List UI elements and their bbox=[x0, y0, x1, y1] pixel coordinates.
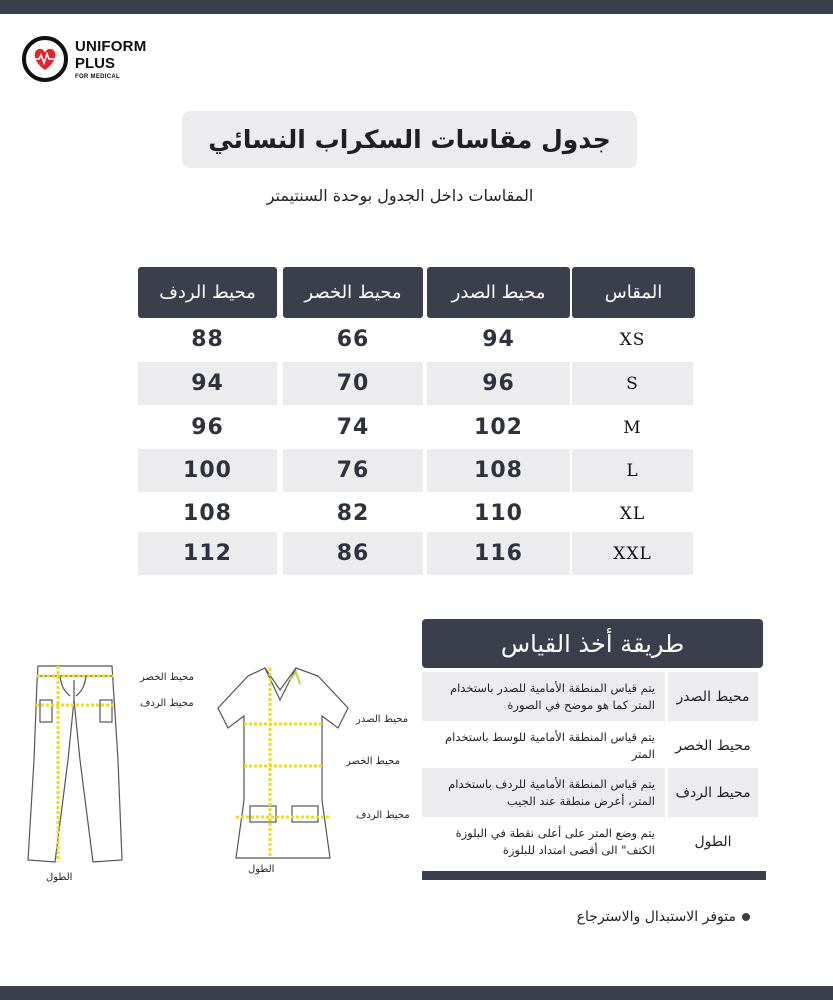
note-text: متوفر الاستبدال والاسترجاع bbox=[576, 909, 736, 925]
chest-cell: 94 bbox=[482, 327, 515, 352]
brand-name-line1: UNIFORM bbox=[75, 38, 147, 55]
chest-cell: 102 bbox=[474, 415, 523, 440]
waist-cell: 74 bbox=[336, 415, 370, 440]
waist-cell: 70 bbox=[283, 362, 423, 405]
brand-logo bbox=[22, 36, 162, 86]
page-title: جدول مقاسات السكراب النسائي bbox=[182, 111, 637, 168]
measure-desc: يتم قياس المنطقة الأمامية للوسط باستخدام المتر bbox=[445, 729, 655, 761]
scrub-top-drawing bbox=[218, 668, 348, 858]
waist-cell: 66 bbox=[336, 327, 370, 352]
header-hip: محيط الردف bbox=[138, 267, 277, 318]
measure-label: محيط الردف bbox=[668, 768, 758, 817]
hip-cell: 96 bbox=[191, 415, 224, 440]
hip-cell: 112 bbox=[138, 532, 277, 575]
pants-drawing bbox=[28, 666, 122, 862]
measure-label: الطول bbox=[694, 833, 732, 850]
top-label-hip: محيط الردف bbox=[356, 810, 410, 821]
measure-desc: يتم قياس المنطقة الأمامية للصدر باستخدام المتر كما هو موضح في الصورة bbox=[422, 672, 665, 721]
return-policy-note bbox=[540, 909, 750, 925]
hip-cell: 88 bbox=[191, 327, 224, 352]
howto-footer-bar bbox=[422, 871, 766, 880]
waist-cell: 82 bbox=[336, 501, 370, 526]
brand-name-line2: PLUS bbox=[75, 55, 116, 72]
pants-label-length: الطول bbox=[46, 872, 73, 883]
top-label-chest: محيط الصدر bbox=[356, 714, 409, 725]
size-cell: L bbox=[572, 449, 693, 492]
measure-row bbox=[422, 721, 758, 770]
measure-row bbox=[422, 817, 758, 866]
measure-row bbox=[422, 768, 758, 817]
waist-cell: 76 bbox=[283, 449, 423, 492]
header-waist: محيط الخصر bbox=[283, 267, 423, 318]
measure-desc: يتم قياس المنطقة الأمامية للردف باستخدام المتر، أعرض منطقة عند الجيب bbox=[422, 768, 665, 817]
pants-label-hip: محيط الردف bbox=[140, 698, 194, 709]
header-size: المقاس bbox=[572, 267, 695, 318]
pants-tape-marks bbox=[36, 666, 114, 862]
hip-cell: 108 bbox=[183, 501, 232, 526]
header-chest: محيط الصدر bbox=[427, 267, 570, 318]
chest-cell: 108 bbox=[427, 449, 570, 492]
chest-cell: 96 bbox=[427, 362, 570, 405]
chest-cell: 116 bbox=[427, 532, 570, 575]
pants-label-waist: محيط الخصر bbox=[140, 672, 194, 683]
bullet-icon bbox=[742, 913, 750, 921]
top-bar bbox=[0, 0, 833, 14]
size-table bbox=[138, 267, 695, 577]
measure-row bbox=[422, 672, 758, 721]
page-subtitle: المقاسات داخل الجدول بوحدة السنتيمتر bbox=[266, 186, 534, 205]
size-cell: XXL bbox=[572, 532, 693, 575]
howto-title: طريقة أخذ القياس bbox=[422, 619, 763, 668]
top-label-waist: محيط الخصر bbox=[346, 756, 400, 767]
measure-label: محيط الصدر bbox=[668, 672, 758, 721]
measure-desc: يتم وضع المتر على أعلى نقطة في البلوزة الكتف" الى أقصى امتداد للبلوزة bbox=[455, 825, 655, 857]
hip-cell: 94 bbox=[138, 362, 277, 405]
hip-cell: 100 bbox=[138, 449, 277, 492]
heart-pulse-icon bbox=[22, 36, 68, 82]
size-cell: XL bbox=[619, 503, 646, 524]
size-cell: M bbox=[623, 417, 642, 438]
top-tape-marks bbox=[236, 668, 330, 858]
size-cell: S bbox=[572, 362, 693, 405]
measure-label: محيط الخصر bbox=[675, 737, 751, 754]
chest-cell: 110 bbox=[474, 501, 523, 526]
size-cell: XS bbox=[619, 329, 646, 350]
waist-cell: 86 bbox=[283, 532, 423, 575]
top-label-length: الطول bbox=[248, 864, 275, 875]
bottom-bar bbox=[0, 986, 833, 1000]
brand-tagline: FOR MEDICAL bbox=[75, 74, 120, 80]
